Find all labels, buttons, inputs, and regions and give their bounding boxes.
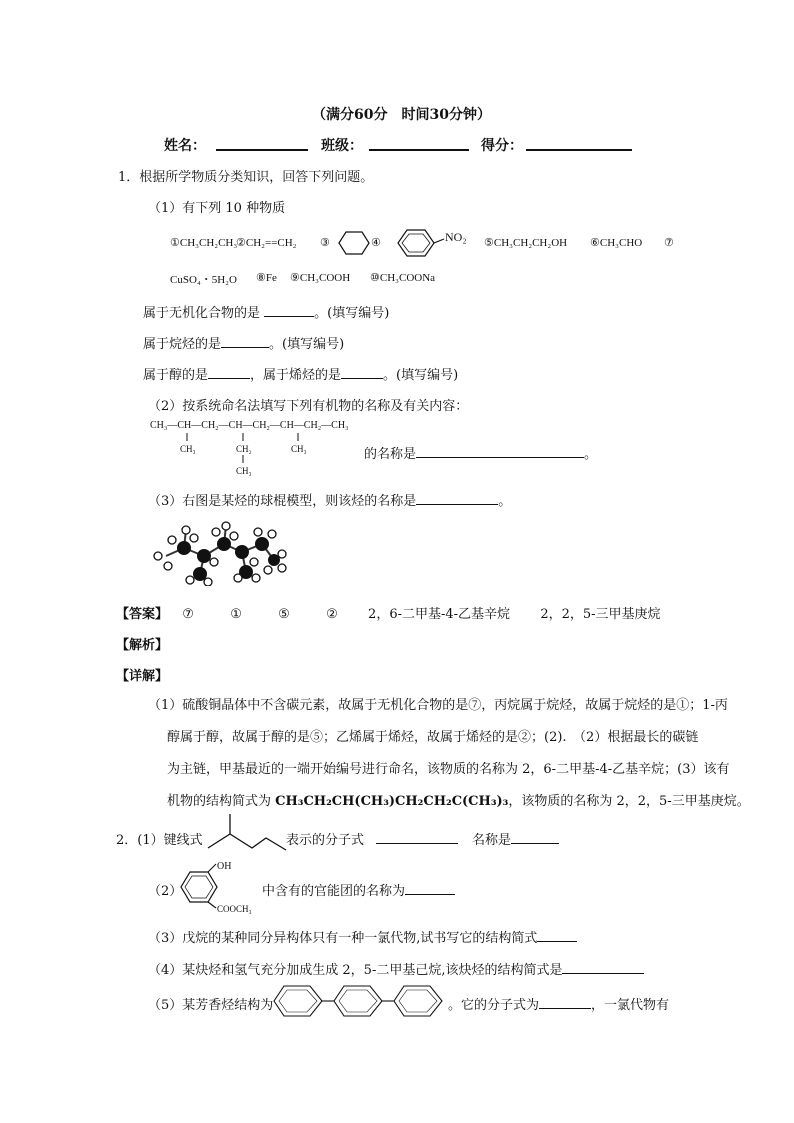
detail-line-4: 机物的结构简式为 CH₃CH₂CH(CH₃)CH₂CH₂C(CH₃)₃，该物质的名称为 2，2，5-三甲基庚烷。 xyxy=(167,794,750,809)
q2-part2-question: 中含有的官能团的名称为 xyxy=(262,880,455,899)
benzene-ring-icon xyxy=(337,229,371,257)
inorganic-answer-blank[interactable] xyxy=(264,304,314,317)
q2-part2-label: （2） xyxy=(148,884,183,899)
methyl-salicylate-structure-icon xyxy=(178,858,264,916)
q2-part4-question: （4）某炔烃和氢气充分加成生成 2，5-二甲基己烷,该炔烃的结构简式是 xyxy=(148,959,644,978)
answer-section: 【答案】 ⑦ ① ⑤ ② 2，6-二甲基-4-乙基辛烷 2，2，5-三甲基庚烷 xyxy=(116,607,661,622)
q2-part1-label: 2．(1）键线式 xyxy=(116,833,203,848)
detail-label: 【详解】 xyxy=(116,669,169,684)
part2-name-answer-blank[interactable] xyxy=(416,445,584,458)
substance-2: ②CH₂==CH₂ xyxy=(236,237,297,249)
alcohol-answer-blank[interactable] xyxy=(208,366,250,379)
q1-part3-question: （3）右图是某烃的球棍模型，则该烃的名称是 。 xyxy=(148,494,512,509)
nitro-group-label: NO₂ xyxy=(445,230,467,244)
svg-text:CH₃: CH₃ xyxy=(291,444,307,454)
part3-name-answer-blank[interactable] xyxy=(416,492,498,505)
substance-9: ⑨CH₃COOH xyxy=(290,272,351,284)
functional-group-blank[interactable] xyxy=(405,882,455,895)
substance-4-label: ④ xyxy=(371,237,381,249)
nitrobenzene-icon xyxy=(396,225,486,261)
svg-text:CH₃: CH₃ xyxy=(236,466,252,476)
substance-3-label: ③ xyxy=(320,237,330,249)
q1-part1-intro: （1）有下列 10 种物质 xyxy=(148,201,286,216)
page-title: （满分60分 时间30分钟） xyxy=(312,107,491,123)
q1-inorganic-question: 属于无机化合物的是 。(填写编号) xyxy=(143,306,390,321)
answer-item: ⑦ xyxy=(182,607,194,622)
substance-7-label: ⑦ xyxy=(664,237,674,249)
part3-structure-blank[interactable] xyxy=(537,929,577,942)
detail-line-1: （1）硫酸铜晶体中不含碳元素，故属于无机化合物的是⑦，丙烷属于烷烃，故属于烷烃的是①；1-丙 xyxy=(148,698,728,713)
name-label: 姓名： xyxy=(164,138,206,154)
alkyne-structure-blank[interactable] xyxy=(562,961,644,974)
hydroxyl-label: OH xyxy=(217,861,232,872)
alkane-answer-blank[interactable] xyxy=(221,335,269,348)
structural-formula: CH₃CH₂CH(CH₃)CH₂CH₂C(CH₃)₃ xyxy=(275,794,509,809)
substance-7: CuSO₄・5H₂O xyxy=(170,274,237,286)
question-1-stem: 1．根据所学物质分类知识，回答下列问题。 xyxy=(118,170,374,185)
structure-branches xyxy=(150,430,380,480)
svg-text:CH₂: CH₂ xyxy=(236,444,252,454)
q1-part2-intro: （2）按系统命名法填写下列有机物的名称及有关内容： xyxy=(148,399,469,414)
class-label: 班级： xyxy=(321,138,363,154)
analysis-label: 【解析】 xyxy=(116,638,169,653)
answer-item: 2，6-二甲基-4-乙基辛烷 xyxy=(368,607,511,622)
substance-8: ⑧Fe xyxy=(256,272,277,284)
ball-and-stick-model-image xyxy=(146,518,288,586)
substance-10: ⑩CH₃COONa xyxy=(370,272,436,284)
substance-5: ⑤CH₃CH₂CH₂OH xyxy=(484,237,568,249)
answer-item: ② xyxy=(326,607,338,622)
q1-alcohol-question: 属于醇的是 ，属于烯烃的是 。(填写编号) xyxy=(143,368,459,383)
q2-part5-label: （5）某芳香烃结构为 xyxy=(148,998,274,1013)
score-label: 得分： xyxy=(481,138,523,154)
compound-name-blank[interactable] xyxy=(511,831,559,844)
answer-item: ① xyxy=(230,607,242,622)
q2-part3-question: （3）戊烷的某种同分异构体只有一种一氯代物,试书写它的结构简式 xyxy=(148,927,577,946)
score-field[interactable] xyxy=(526,136,632,151)
answer-item: 2，2，5-三甲基庚烷 xyxy=(540,607,661,622)
name-field[interactable] xyxy=(216,136,308,151)
detail-line-3: 为主链，甲基最近的一端开始编号进行命名，该物质的名称为 2，6-二甲基-4-乙基辛烷；(3）该有 xyxy=(167,762,730,777)
q2-part1-formula-question: 表示的分子式 名称是 xyxy=(286,829,559,848)
terphenyl-structure-icon xyxy=(272,982,450,1020)
class-field[interactable] xyxy=(369,136,469,151)
molecular-formula-blank[interactable] xyxy=(376,831,458,844)
skeletal-formula-image xyxy=(206,812,288,858)
q1-alkane-question: 属于烷烃的是 。(填写编号) xyxy=(143,337,345,352)
aromatic-formula-blank[interactable] xyxy=(539,996,591,1009)
alkene-answer-blank[interactable] xyxy=(341,366,383,379)
substance-6: ⑥CH₃CHO xyxy=(590,237,643,249)
structure-main-chain: CH₃—CH—CH₂—CH—CH₂—CH—CH₂—CH₃ xyxy=(150,420,349,431)
q1-part2-name-question: 的名称是 。 xyxy=(364,447,598,462)
detail-line-2: 醇属于醇，故属于醇的是⑤；乙烯属于烯烃，故属于烯烃的是②；(2). （2）根据最长的碳链 xyxy=(167,730,699,745)
svg-text:CH₃: CH₃ xyxy=(180,444,196,454)
q2-part5-question: 。它的分子式为 ，一氯代物有 xyxy=(448,998,670,1013)
substance-1: ①CH₃CH₂CH₃ xyxy=(170,237,238,249)
answer-item: ⑤ xyxy=(278,607,290,622)
ester-label: COOCH₃ xyxy=(217,904,252,914)
